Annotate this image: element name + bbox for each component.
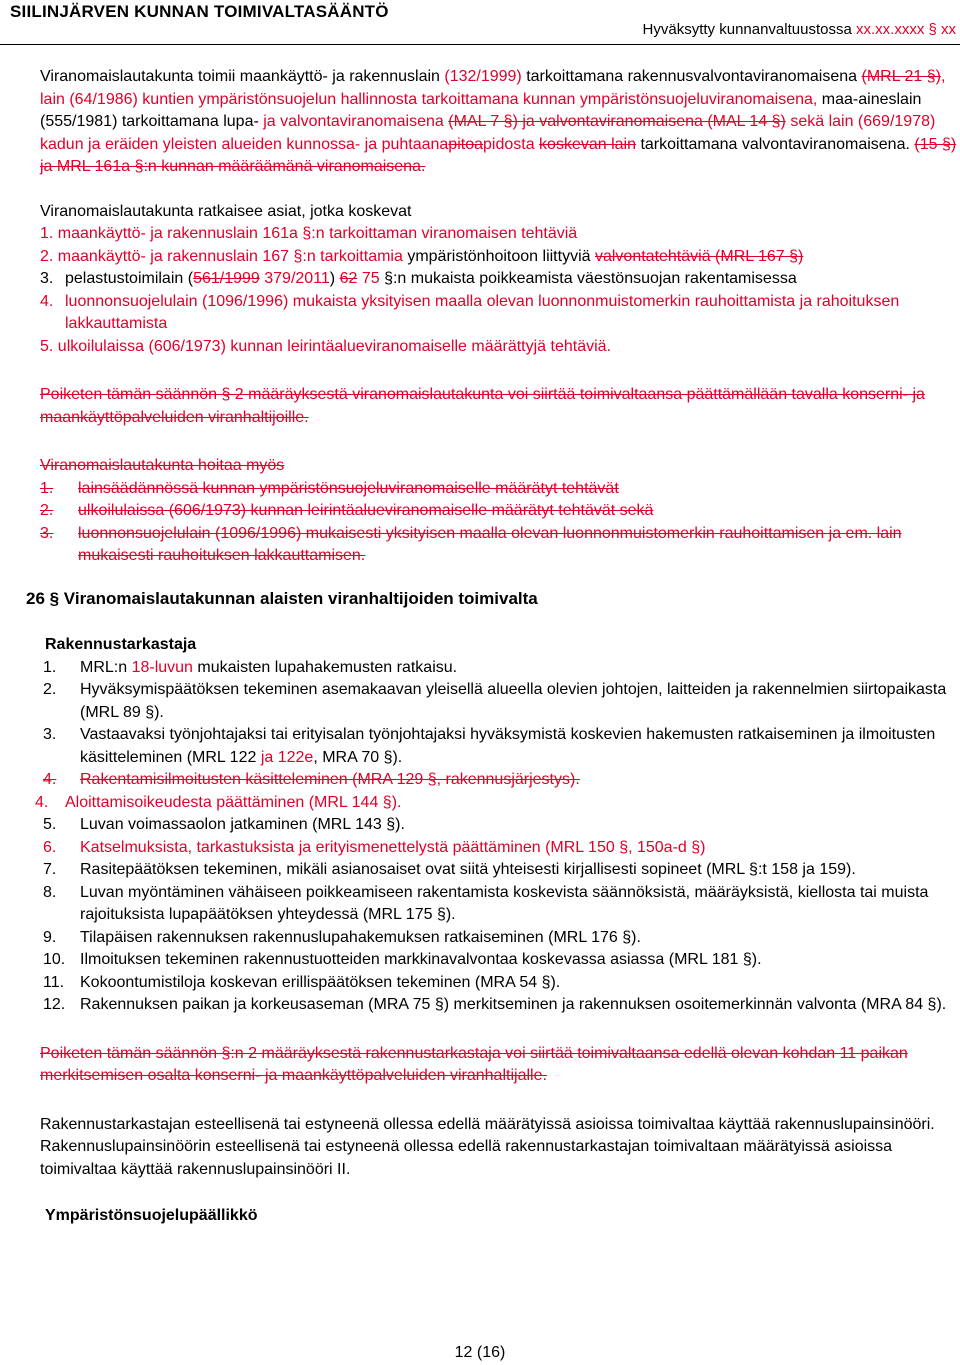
- intro-deleted: (MAL 7 §) ja valvontaviranomaisena (MAL 14 §): [448, 113, 786, 130]
- rt-item-1: [43, 657, 958, 680]
- list2-item-2-number: 2.: [40, 502, 54, 519]
- rt-item-number: 2.: [43, 681, 57, 698]
- list2-item-3-text: luonnonsuojelulain (1096/1996) mukaisesti yksityisen maalla olevan luonnonmuistomerkin rauhoittamisen ja em. lain mukaisesti rauhoituksen lakkauttamisen.: [78, 524, 902, 564]
- intro-deleted: koskevan lain: [539, 135, 636, 153]
- text-run: MRL:n: [80, 658, 132, 676]
- deputy-paragraph: Rakennustarkastajan esteellisenä tai estyneenä ollessa edellä määrätyissä asioissa toimivaltaa käyttää rakennuslupainsinööri. Rakennuslupainsinöörin esteellisenä tai estyneenä ollessa edellä rakennustarkastajan toimivaltaan määrätyissä asioissa toimivaltaa käyttää rakennuslupainsinööri II.: [40, 1115, 935, 1178]
- rt-item-12: [43, 994, 958, 1017]
- list2-item-2-text: ulkoilulaissa (606/1973) kunnan leirintäalueviranomaiselle määrätyt tehtävät sekä: [78, 502, 654, 519]
- rt-item-text: Luvan myöntäminen vähäiseen poikkeamiseen rakentamista koskevista säännöksistä, määräyksistä, kiellosta tai muista rajoituksista lupapäätöksen yhteydessä (MRL 175 §).: [80, 883, 929, 923]
- list1-item-3-number: 3.: [40, 270, 54, 287]
- rt-item-text: Hyväksymispäätöksen tekeminen asemakaavan yleisellä alueella olevien johtojen, laitteiden ja rakennelmien siirtopaikasta (MRL 89 §).: [80, 681, 947, 721]
- rt-item-text: Ilmoituksen tekeminen rakennustuotteiden markkinavalvontaa koskevassa asiassa (MRL 181 §).: [80, 951, 762, 968]
- intro-text: maa-aineslain (555/1981) tarkoittamana lupa-: [40, 90, 922, 130]
- rt-item-3: [43, 724, 958, 769]
- list1-lead: Viranomaislautakunta ratkaisee asiat, jotka koskevat: [40, 202, 412, 220]
- text-run: ): [329, 270, 340, 287]
- intro-deleted: (15 §) ja MRL 161a §:n kunnan määräämänä viranomaisena.: [40, 135, 957, 175]
- rt-item-7: [43, 859, 958, 882]
- list2-item-3: [40, 523, 958, 568]
- rt-item-number: 10.: [43, 951, 66, 968]
- rt-item-text: Kokoontumistiloja koskevan erillispäätöksen tekeminen (MRA 54 §).: [80, 973, 561, 991]
- intro-text: tarkoittamana rakennusvalvontaviranomaisena: [521, 68, 862, 85]
- approval-date: xx.xx.xxxx § xx: [855, 21, 956, 38]
- list1-item-2-deleted: valvontatehtäviä (MRL 167 §): [594, 247, 804, 265]
- list1-item-4: [40, 291, 958, 336]
- inserted-run: 18-luvun: [131, 658, 193, 676]
- document-title: SIILINJÄRVEN KUNNAN TOIMIVALTASÄÄNTÖ: [10, 2, 389, 21]
- rt-item-text: [80, 657, 958, 680]
- rt-item-9: [43, 927, 958, 950]
- rt-item-number: 7.: [43, 861, 57, 878]
- rt-item-number: 1.: [43, 658, 57, 676]
- text-run: §:n mukaista poikkeamista väestönsuojan rakentamisessa: [379, 270, 797, 287]
- rt-item-text: Aloittamisoikeudesta päättäminen (MRL 144 §).: [65, 793, 402, 811]
- rt-item-10: [43, 949, 958, 972]
- rt-item-number: 6.: [43, 838, 57, 856]
- rt-item-text: Luvan voimassaolon jatkaminen (MRL 143 §).: [80, 816, 405, 833]
- rt-item-number: 4.: [35, 793, 49, 811]
- list2-item-3-number: 3.: [40, 524, 54, 542]
- inserted-run: ja 122e: [260, 748, 314, 766]
- list2-item-1-text: lainsäädännössä kunnan ympäristönsuojeluviranomaiselle määrätyt tehtävät: [78, 479, 619, 497]
- rt-item-number: 9.: [43, 928, 57, 946]
- rt-item-number: 4.: [43, 771, 57, 788]
- list2-item-2: [40, 500, 958, 523]
- rt-item-number: 12.: [43, 996, 66, 1013]
- list1-item-4-number: 4.: [40, 292, 54, 310]
- intro-insert: , lain (64/1986) kuntien ympäristönsuojelun hallinnosta tarkoittamana kunnan ympäristönsuojeluviranomaisena,: [40, 68, 946, 108]
- inserted-run: 379/2011: [259, 270, 330, 287]
- rakennustarkastaja-heading: Rakennustarkastaja: [45, 636, 197, 653]
- text-run: Vastaavaksi työnjohtajaksi tai erityisalan työnjohtajaksi hyväksymistä koskevien hakemusten ratkaiseminen ja ilmoitusten käsitteleminen (MRL 122: [80, 726, 936, 766]
- rt-item-text: Rakentamisilmoitusten käsitteleminen (MRA 129 §, rakennusjärjestys).: [80, 771, 580, 788]
- rt-item-number: 8.: [43, 883, 57, 901]
- intro-insert: (132/1999): [444, 68, 522, 85]
- list1-item-2: [40, 246, 958, 269]
- ymparistonsuojelupaallikko-heading: Ympäristönsuojelupäällikkö: [45, 1207, 258, 1224]
- rt-item-number: 11.: [43, 973, 65, 991]
- intro-text: Viranomaislautakunta toimii maankäyttö- ja rakennuslain: [40, 68, 445, 85]
- intro-text: tarkoittamana valvontaviranomaisena.: [636, 135, 915, 153]
- rt-item-6: [43, 837, 958, 860]
- list1-item-5: 5. ulkoilulaissa (606/1973) kunnan leirintäalueviranomaiselle määrättyjä tehtäviä.: [40, 337, 611, 355]
- rt-item-text: Rasitepäätöksen tekeminen, mikäli asianosaiset ovat siitä yhteisesti kirjallisesti sopineet (MRL §:t 158 ja 159).: [80, 861, 856, 878]
- rt-item-number: 5.: [43, 816, 57, 833]
- intro-insert: pidosta: [483, 135, 540, 153]
- rt-item-2: [43, 679, 958, 724]
- intro-deleted: pitoa: [448, 135, 483, 153]
- rt-item-5: [43, 814, 958, 837]
- rt-item-11: [43, 972, 958, 995]
- rakennustarkastaja-list: [35, 657, 958, 1017]
- rt-item-text: Katselmuksista, tarkastuksista ja erityismenettelystä päättäminen (MRL 150 §, 150a-d §): [80, 838, 706, 856]
- approval-text: Hyväksytty kunnanvaltuustossa: [642, 21, 856, 38]
- rt-item-text: Rakennuksen paikan ja korkeusaseman (MRA 75 §) merkitseminen ja rakennuksen osoitemerkinnän valvonta (MRA 84 §).: [80, 996, 947, 1013]
- deleted-run: 561/1999: [193, 270, 260, 287]
- rt-item-4-new: [35, 792, 958, 815]
- header-divider: [0, 44, 960, 45]
- list2-lead: Viranomaislautakunta hoitaa myös: [40, 457, 285, 474]
- list1-item-1: 1. maankäyttö- ja rakennuslain 161a §:n tarkoittaman viranomaisen tehtäviä: [40, 225, 578, 242]
- rt-item-4-deleted: [43, 769, 958, 792]
- text-run: , MRA 70 §).: [313, 748, 403, 766]
- inserted-run: 75: [357, 270, 380, 287]
- intro-insert: puhtaana: [381, 135, 449, 153]
- page-number: 12 (16): [454, 1344, 506, 1361]
- list1-item-3-text: [65, 268, 958, 291]
- intro-insert: sekä lain (669/1978) kadun ja eräiden yleisten alueiden kunnossa- ja: [40, 113, 936, 153]
- text-run: mukaisten lupahakemusten ratkaisu.: [192, 658, 458, 676]
- rt-item-8: [43, 882, 958, 927]
- rt-item-text: Tilapäisen rakennuksen rakennuslupahakemuksen ratkaiseminen (MRL 176 §).: [80, 928, 641, 946]
- page-header: [0, 0, 960, 46]
- list1-item-2-insert: 2. maankäyttö- ja rakennuslain 167 §:n tarkoittamia: [40, 247, 403, 265]
- list2-item-1: [40, 478, 958, 501]
- list1-item-2-text: ympäristönhoitoon liittyviä: [402, 247, 595, 265]
- document-body: [26, 66, 958, 1228]
- approval-note: [643, 21, 956, 38]
- intro-deleted: (MRL 21 §): [861, 68, 941, 85]
- rt-item-text: [80, 724, 958, 769]
- text-run: pelastustoimilain (: [65, 270, 194, 287]
- intro-paragraph: [40, 66, 958, 179]
- struck-paragraph-1: Poiketen tämän säännön § 2 määräyksestä viranomaislautakunta voi siirtää toimivaltaansa päättämällään tavalla konserni- ja maankäyttöpalveluiden viranhaltijoille.: [40, 386, 925, 426]
- list2-item-1-number: 1.: [40, 479, 54, 497]
- rt-item-number: 3.: [43, 726, 57, 743]
- intro-insert: ja valvontaviranomaisena: [263, 113, 449, 130]
- section-title: 26 § Viranomaislautakunnan alaisten viranhaltijoiden toimivalta: [26, 588, 538, 608]
- list1-item-4-text: luonnonsuojelulain (1096/1996) mukaista yksityisen maalla olevan luonnonmuistomerkin rauhoittamista ja rahoituksen lakkauttamista: [65, 292, 900, 332]
- deleted-run: 62: [339, 270, 358, 287]
- list1-item-3: [40, 268, 958, 291]
- struck-paragraph-2: Poiketen tämän säännön §:n 2 määräyksestä rakennustarkastaja voi siirtää toimivaltaansa edellä olevan kohdan 11 paikan merkitsemisen osalta konserni- ja maankäyttöpalveluiden viranhaltijalle.: [40, 1044, 908, 1084]
